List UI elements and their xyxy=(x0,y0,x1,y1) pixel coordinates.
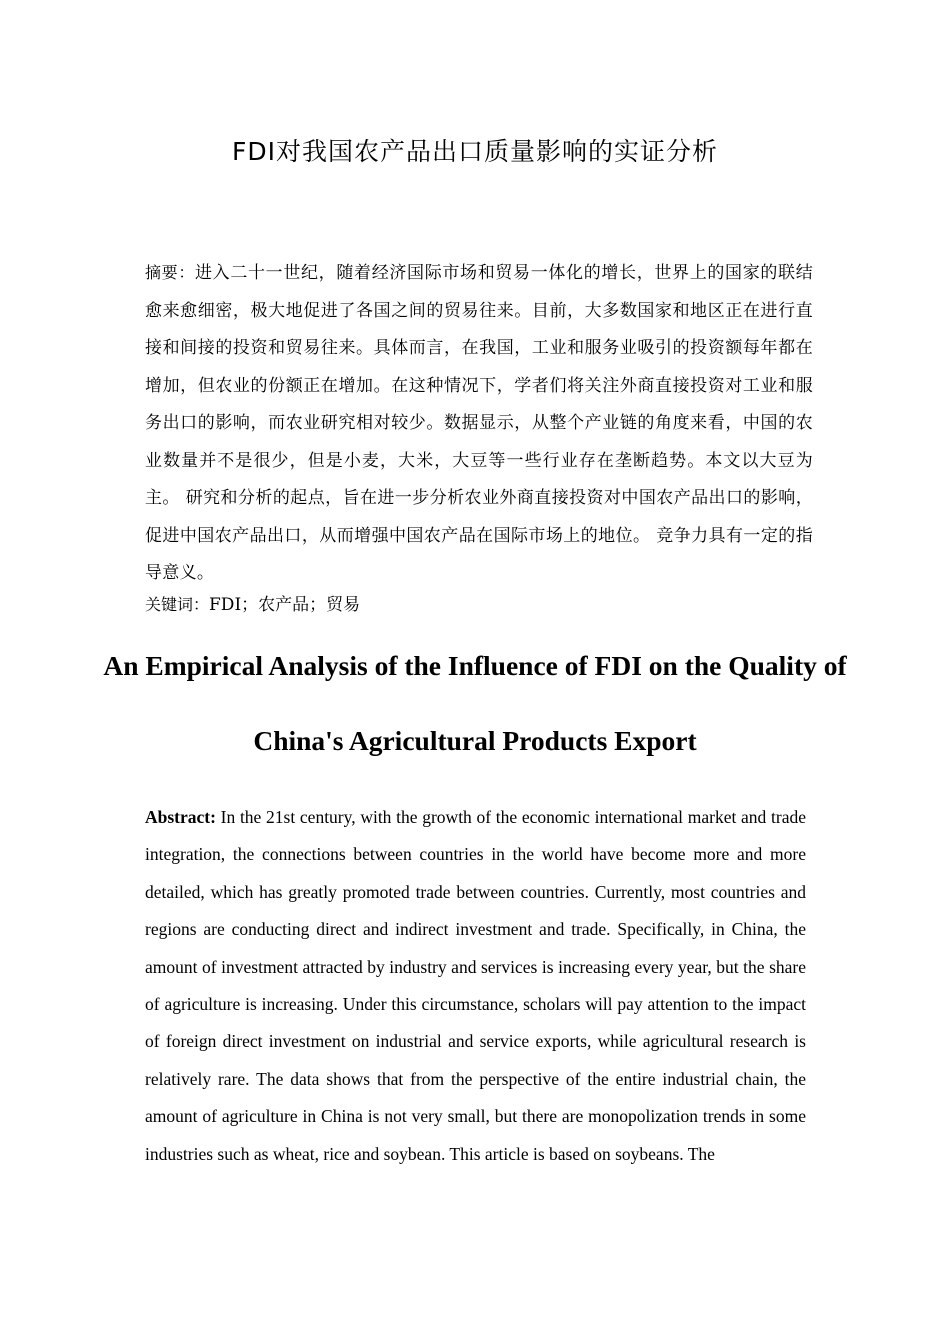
chinese-abstract-label: 摘要： xyxy=(145,263,196,282)
english-abstract-text: In the 21st century, with the growth of the economic international market and trade integration, the connections between countries in the world have become more and more detailed, which has greatly promoted trade between countries. Currently, most countries and regions are conducting direct and indirect investment and trade. Specifically, in China, the amount of investment attracted by industry and services is increasing every year, but the share of agriculture is increasing. Under this circumstance, scholars will pay attention to the impact of foreign direct investment on industrial and service exports, while agricultural research is relatively rare. The data shows that from the perspective of the entire industrial chain, the amount of agriculture in China is not very small, but there are monopolization trends in some industries such as wheat, rice and soybean. This article is based on soybeans. The xyxy=(145,807,806,1164)
chinese-keywords-label: 关键词： xyxy=(145,595,210,614)
chinese-abstract xyxy=(145,254,813,593)
chinese-title: FDI对我国农产品出口质量影响的实证分析 xyxy=(231,137,718,166)
english-title: An Empirical Analysis of the Influence of FDI on the Quality of China's Agricultural Products Export xyxy=(103,650,847,756)
chinese-abstract-text: 进入二十一世纪，随着经济国际市场和贸易一体化的增长，世界上的国家的联结愈来愈细密，极大地促进了各国之间的贸易往来。目前，大多数国家和地区正在进行直接和间接的投资和贸易往来。具体而言，在我国，工业和服务业吸引的投资额每年都在增加，但农业的份额正在增加。在这种情况下，学者们将关注外商直接投资对工业和服务出口的影响，而农业研究相对较少。数据显示，从整个产业链的角度来看，中国的农业数量并不是很少，但是小麦，大米，大豆等一些行业存在垄断趋势。本文以大豆为主。 研究和分析的起点，旨在进一步分析农业外商直接投资对中国农产品出口的影响，促进中国农产品出口，从而增强中国农产品在国际市场上的地位。 竞争力具有一定的指导意义。 xyxy=(145,263,814,583)
chinese-keywords xyxy=(145,592,813,618)
chinese-keywords-text: FDI；农产品；贸易 xyxy=(209,595,361,615)
english-abstract-label: Abstract: xyxy=(145,807,216,827)
english-abstract xyxy=(145,799,806,1173)
